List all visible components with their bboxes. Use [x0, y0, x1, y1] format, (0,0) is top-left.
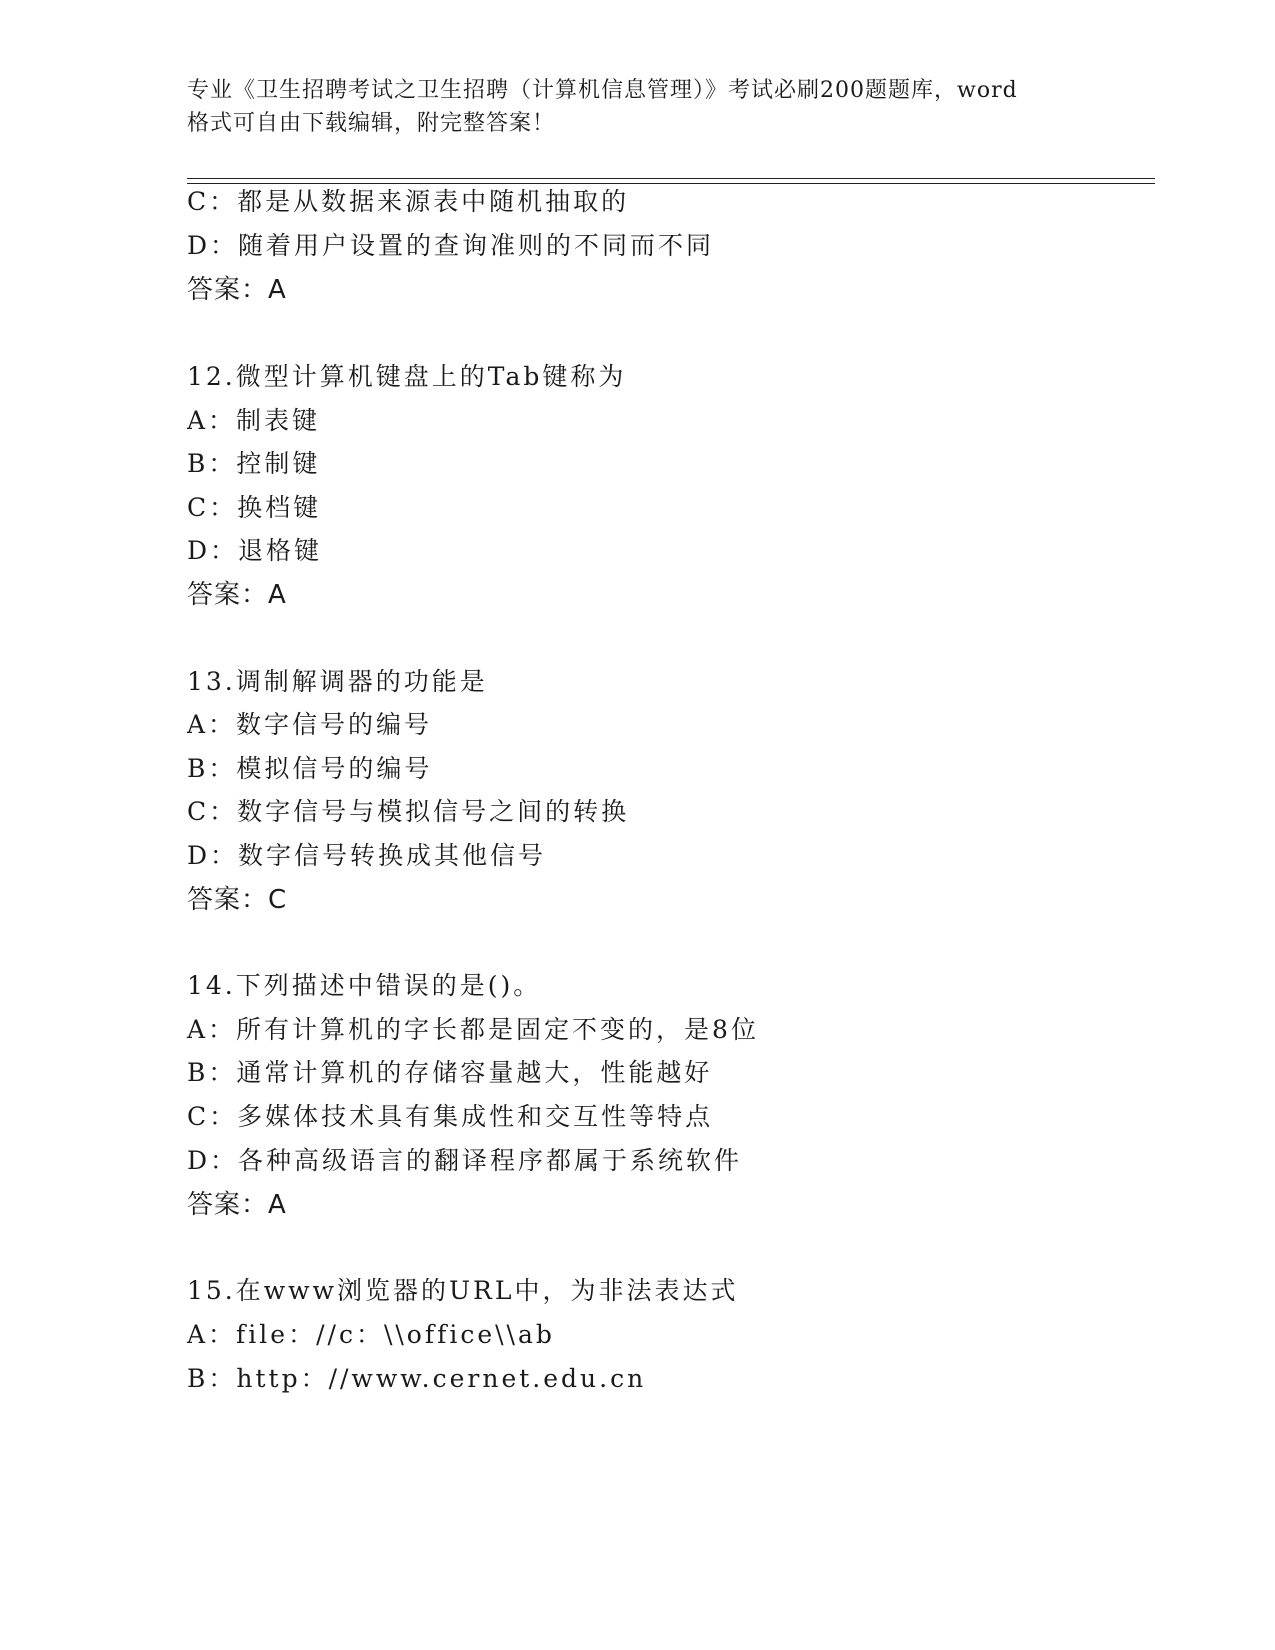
question-12-option-c: C：换档键 — [187, 493, 322, 522]
question-13-option-d: D：数字信号转换成其他信号 — [187, 841, 547, 870]
question-14-stem: 14.下列描述中错误的是()。 — [187, 971, 542, 1000]
prev-question-answer: 答案：A — [187, 275, 287, 305]
question-13-option-c: C：数字信号与模拟信号之间的转换 — [187, 797, 630, 826]
question-13-answer: 答案：C — [187, 885, 288, 915]
question-12-option-a: A：制表键 — [187, 406, 321, 435]
question-12-option-b: B：控制键 — [187, 449, 321, 478]
question-15-option-b: B：http：//www.cernet.edu.cn — [187, 1364, 647, 1393]
question-14-answer: 答案：A — [187, 1190, 287, 1220]
header-title-line1: 专业《卫生招聘考试之卫生招聘（计算机信息管理）》考试必刷200题题库，word — [187, 78, 1018, 103]
question-14-option-c: C：多媒体技术具有集成性和交互性等特点 — [187, 1102, 714, 1131]
question-12-answer: 答案：A — [187, 580, 287, 610]
header-divider-bottom — [187, 183, 1155, 184]
question-12-stem: 12.微型计算机键盘上的Tab键称为 — [187, 362, 627, 391]
question-13-stem: 13.调制解调器的功能是 — [187, 667, 488, 696]
header-title-line2: 格式可自由下载编辑，附完整答案！ — [187, 111, 556, 136]
question-13-option-a: A：数字信号的编号 — [187, 710, 433, 739]
question-15-option-a: A：file：//c：\\office\\ab — [187, 1320, 555, 1349]
question-14-option-b: B：通常计算机的存储容量越大，性能越好 — [187, 1058, 713, 1087]
question-14-option-d: D：各种高级语言的翻译程序都属于系统软件 — [187, 1146, 743, 1175]
question-15-stem: 15.在www浏览器的URL中，为非法表达式 — [187, 1276, 739, 1305]
prev-question-option-d: D：随着用户设置的查询准则的不同而不同 — [187, 231, 715, 260]
prev-question-option-c: C：都是从数据来源表中随机抽取的 — [187, 187, 630, 216]
question-14-option-a: A：所有计算机的字长都是固定不变的，是8位 — [187, 1015, 759, 1044]
document-header — [187, 74, 1087, 140]
question-12-option-d: D：退格键 — [187, 536, 323, 565]
question-13-option-b: B：模拟信号的编号 — [187, 754, 433, 783]
header-divider-top — [187, 178, 1155, 179]
